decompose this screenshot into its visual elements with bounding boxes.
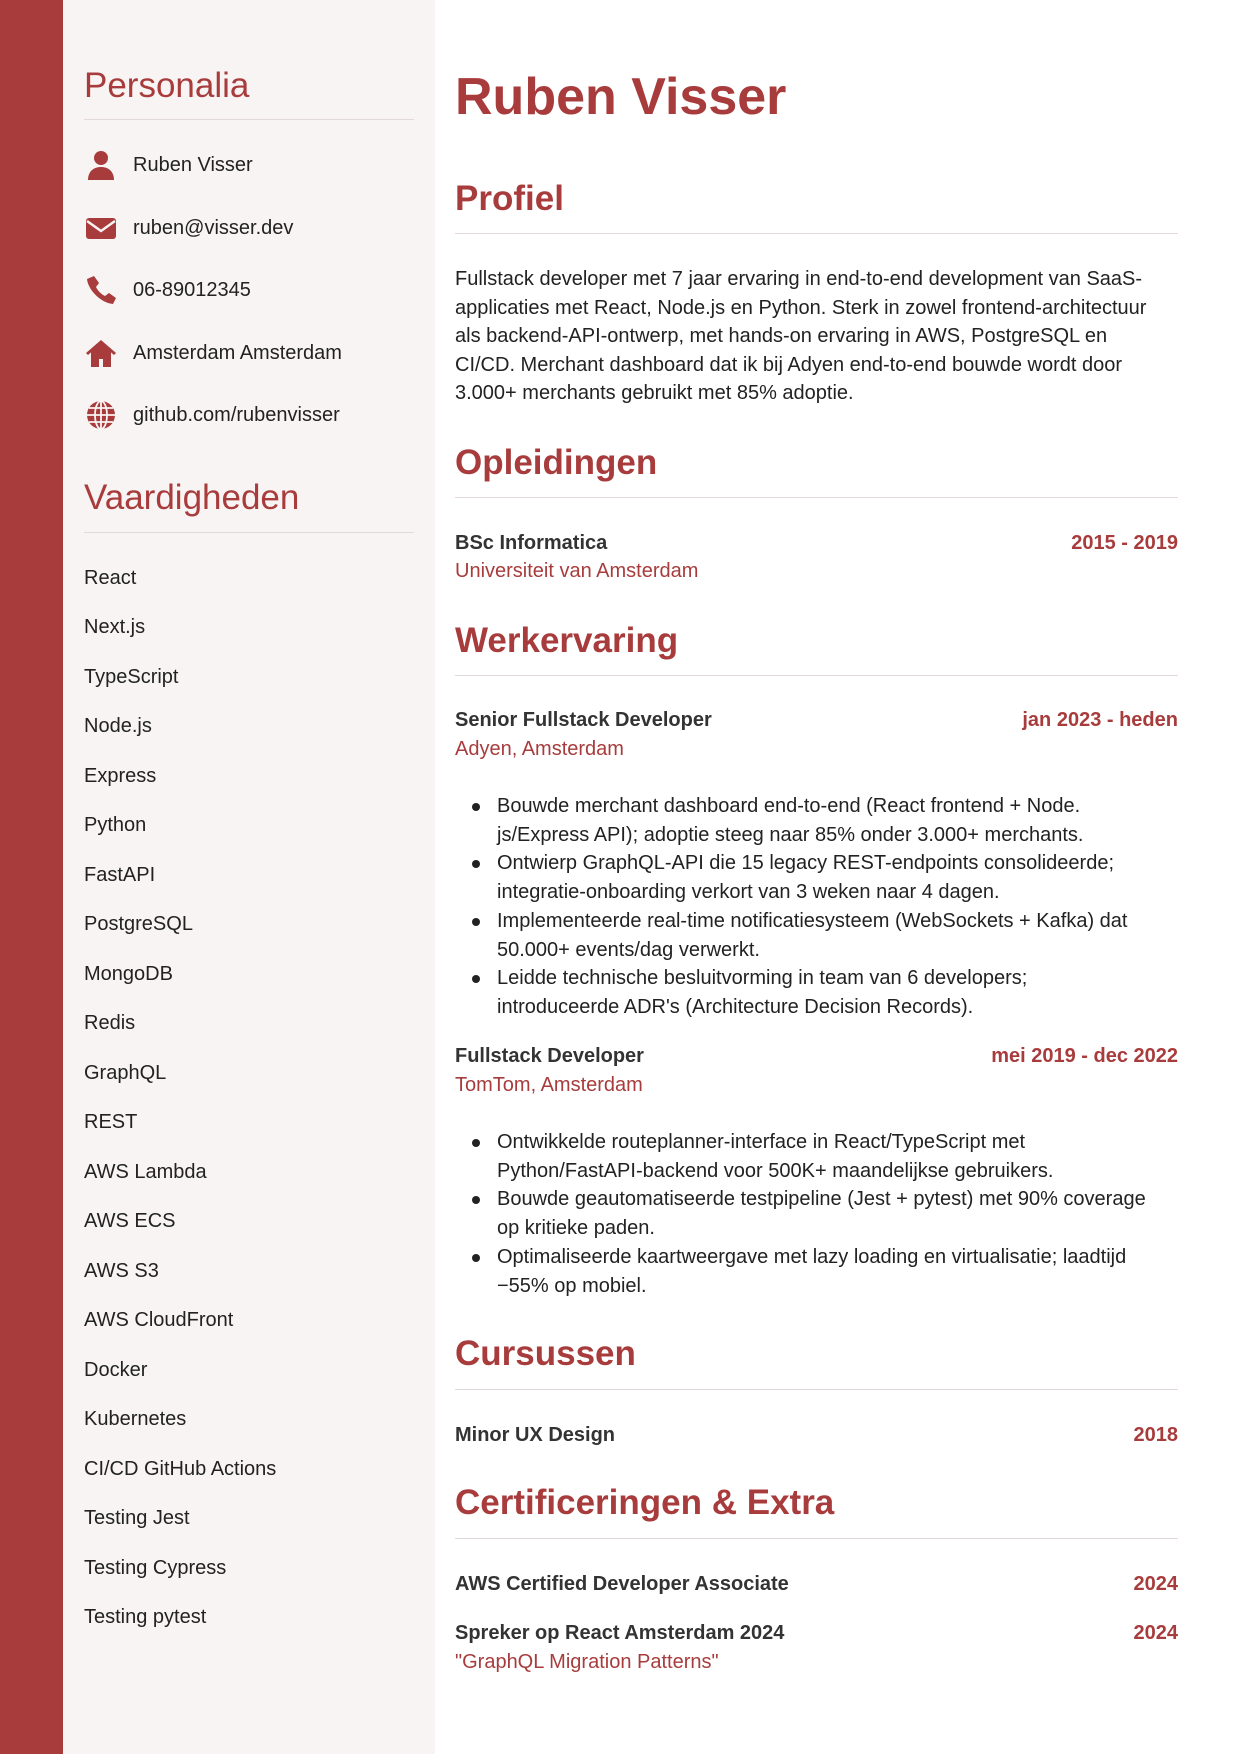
skill-item: Node.js — [84, 715, 152, 737]
contact-email[interactable] — [84, 208, 414, 248]
home-icon — [84, 336, 118, 370]
profile-line: Fullstack developer met 7 jaar ervaring in end-to-end development van SaaS- — [455, 268, 1143, 290]
contact-name-text: Ruben Visser — [133, 153, 253, 176]
skill-item: Next.js — [84, 616, 146, 638]
certification-year: 2024 — [1133, 1573, 1178, 1595]
certification-entry — [455, 1571, 1178, 1597]
skill-item: Kubernetes — [84, 1408, 187, 1430]
skill-item: Testing Jest — [84, 1507, 190, 1529]
job-achievements — [455, 1128, 1178, 1300]
education-entry — [455, 530, 1178, 556]
experience-section-title: Werkervaring — [455, 621, 679, 660]
contact-phone[interactable] — [84, 270, 414, 310]
education-degree: BSc Informatica — [455, 532, 608, 554]
list-item: Ontwikkelde routeplanner-interface in React/TypeScript met Python/FastAPI-backend voor 500K+ maandelijkse gebruikers. — [455, 1128, 1178, 1185]
course-entry — [455, 1422, 1178, 1448]
skill-item: TypeScript — [84, 666, 179, 688]
certification-name: AWS Certified Developer Associate — [455, 1573, 789, 1595]
certification-year: 2024 — [1133, 1622, 1178, 1644]
profile-summary — [455, 265, 1178, 408]
courses-section-title: Cursussen — [455, 1334, 636, 1373]
job-role: Fullstack Developer — [455, 1045, 644, 1067]
education-section-title: Opleidingen — [455, 443, 658, 482]
job-header — [455, 1043, 1178, 1069]
skill-item: GraphQL — [84, 1062, 167, 1084]
skill-item: FastAPI — [84, 864, 156, 886]
personal-section-title: Personalia — [84, 66, 250, 105]
envelope-icon — [84, 211, 118, 245]
profile-section-title: Profiel — [455, 179, 564, 218]
profile-line: applicaties met React, Node.js en Python. Sterk in zowel frontend-architectuur — [455, 296, 1147, 319]
certification-name: Spreker op React Amsterdam 2024 — [455, 1622, 785, 1644]
skill-item: Redis — [84, 1012, 136, 1034]
skill-item: AWS ECS — [84, 1210, 176, 1232]
education-period: 2015 - 2019 — [1071, 532, 1178, 554]
accent-stripe — [0, 0, 63, 1754]
divider — [455, 1389, 1178, 1390]
certifications-section-title: Certificeringen & Extra — [455, 1483, 835, 1522]
contact-website[interactable] — [84, 395, 414, 435]
skill-item: AWS S3 — [84, 1260, 159, 1282]
education-school: Universiteit van Amsterdam — [455, 560, 699, 582]
skill-item: CI/CD GitHub Actions — [84, 1458, 277, 1480]
certification-entry — [455, 1620, 1178, 1646]
list-item: Ontwierp GraphQL-API die 15 legacy REST-endpoints consolideerde; integratie-onboarding verkort van 3 weken naar 4 dagen. — [455, 849, 1178, 906]
skill-item: Express — [84, 765, 157, 787]
job-role: Senior Fullstack Developer — [455, 709, 712, 731]
course-name: Minor UX Design — [455, 1424, 616, 1446]
certification-detail: "GraphQL Migration Patterns" — [455, 1651, 719, 1673]
skill-item: Python — [84, 814, 147, 836]
skill-item: React — [84, 567, 137, 589]
divider — [455, 675, 1178, 676]
list-item: Leidde technische besluitvorming in team van 6 developers; introduceerde ADR's (Architecture Decision Records). — [455, 964, 1178, 1021]
job-company: Adyen, Amsterdam — [455, 738, 624, 760]
contact-location-text: Amsterdam Amsterdam — [133, 341, 342, 364]
skill-item: PostgreSQL — [84, 913, 193, 935]
skill-item: REST — [84, 1111, 138, 1133]
skills-section-title: Vaardigheden — [84, 478, 300, 517]
skill-item: AWS CloudFront — [84, 1309, 234, 1331]
skill-item: Docker — [84, 1359, 148, 1381]
divider — [455, 1538, 1178, 1539]
profile-line: CI/CD. Merchant dashboard dat ik bij Adyen end-to-end bouwde wordt door — [455, 353, 1123, 376]
skill-item: MongoDB — [84, 963, 173, 985]
candidate-name: Ruben Visser — [455, 68, 787, 126]
contact-email-text[interactable]: ruben@visser.dev — [133, 216, 294, 239]
contact-website-text[interactable]: github.com/rubenvisser — [133, 403, 340, 426]
course-year: 2018 — [1133, 1424, 1178, 1446]
contact-phone-text[interactable]: 06-89012345 — [133, 278, 251, 301]
divider — [84, 119, 414, 120]
job-achievements — [455, 792, 1178, 1022]
divider — [84, 532, 414, 533]
list-item: Bouwde merchant dashboard end-to-end (React frontend + Node. js/Express API); adoptie steeg naar 85% onder 3.000+ merchants. — [455, 792, 1178, 849]
list-item: Implementeerde real-time notificatiesysteem (WebSockets + Kafka) dat 50.000+ events/dag verwerkt. — [455, 907, 1178, 964]
sidebar — [63, 0, 435, 1754]
job-period: jan 2023 - heden — [1022, 709, 1178, 731]
job-period: mei 2019 - dec 2022 — [991, 1045, 1178, 1067]
user-icon — [84, 148, 118, 182]
job-header — [455, 707, 1178, 733]
profile-line: 3.000+ merchants gebruikt met 85% adoptie. — [455, 382, 854, 405]
contact-name — [84, 145, 414, 185]
skill-item: Testing Cypress — [84, 1557, 227, 1579]
divider — [455, 497, 1178, 498]
contact-location — [84, 333, 414, 373]
job-company: TomTom, Amsterdam — [455, 1074, 643, 1096]
phone-icon — [84, 273, 118, 307]
skill-item: Testing pytest — [84, 1606, 207, 1628]
divider — [455, 233, 1178, 234]
list-item: Bouwde geautomatiseerde testpipeline (Jest + pytest) met 90% coverage op kritieke paden. — [455, 1185, 1178, 1242]
globe-icon — [84, 398, 118, 432]
profile-line: als backend-API-ontwerp, met hands-on ervaring in AWS, PostgreSQL en — [455, 325, 1108, 348]
list-item: Optimaliseerde kaartweergave met lazy loading en virtualisatie; laadtijd −55% op mobiel. — [455, 1243, 1178, 1300]
skill-item: AWS Lambda — [84, 1161, 207, 1183]
